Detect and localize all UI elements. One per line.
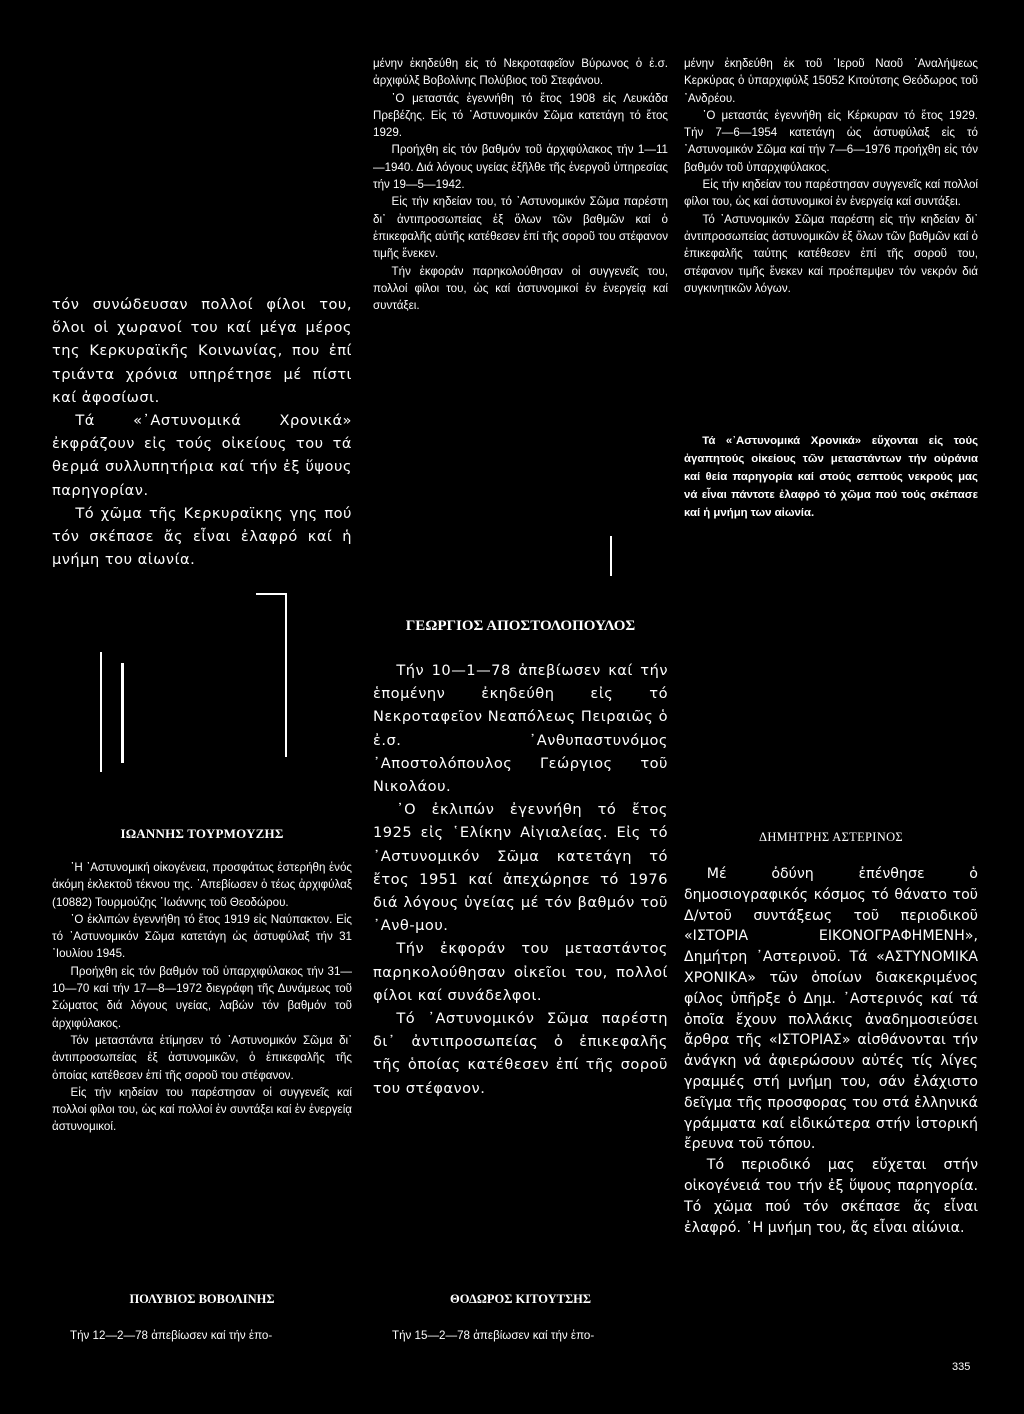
heading-tourmouzis: ΙΩΑΝΝΗΣ ΤΟΥΡΜΟΥΖΗΣ [120,826,284,841]
paragraph: Τό περιοδικό μας εὔχεται στήν οἰκογένειά του τήν ἐξ ὕψους παρηγορία. Τό χῶμα πού τόν σκέπασε ἄς εἶναι ἐλαφρό. ῾Η μνήμη του, ἄς εἶναι αἰώνια. [684,1157,978,1236]
paragraph: Προήχθη εἰς τόν βαθμόν τοῦ ἀρχιφύλακος τήν 1—11—1940. Διά λόγους υγείας ἐξῆλθε τῆς ἐνεργοῦ ὑπηρεσίας τήν 19—5—1942. [373,143,668,192]
paragraph: ᾿Ο μεταστάς ἐγεννήθη τό ἔτος 1908 εἰς Λευκάδα Πρεβέζης. Εἰς τό ᾿Αστυνομικόν Σῶμα κατετάγη τό ἔτος 1929. [373,91,668,140]
page-number: 335 [952,1361,971,1373]
paragraph: Μέ ὀδύνη ἐπένθησε ὁ δημοσιογραφικός κόσμος τό θάνατο τοῦ Δ/ντοῦ συντάξεως τοῦ περιοδικοῦ «ΙΣΤΟΡΙΑ ΕΙΚΟΝΟΓΡΑΦΗΜΕΝΗ», Δημήτρη ᾿Αστερινοῦ. Τά «ΑΣΤΥΝΟΜΙΚΑ ΧΡΟΝΙΚΑ» τῶν ὁποίων διακεκριμένος φίλος ὑπῆρξε ὁ Δημ. ᾿Αστερινός καί τά ὁποῖα ἔχουν πολλάκις ἀναδημοσιεύσει ἄρθρα τῆς «ΙΣΤΟΡΙΑΣ» αἰσθάνονται τήν ἀνάγκη νά ἀφιερώσουν αὐτές τίς λίγες γραμμές στή μνήμη του, σάν ἐλάχιστο δεῖγμα τῆς προσφορας του στά ἑλληνικά γράμματα καί εἰδικώτερα στήν ἱστορική ἔρευνα τοῦ τόπου. [684,866,978,1153]
tourmouzis-text [52,859,352,1136]
col3-top-text [684,55,978,297]
heading-apostolopoulos: ΓΕΩΡΓΙΟΣ ΑΠΟΣΤΟΛΟΠΟΥΛΟΣ [405,618,636,634]
heading-vovolinis: ΠΟΛΥΒΙΟΣ ΒΟΒΟΛΙΝΗΣ [129,1292,275,1306]
vertical-rule [285,593,287,757]
paragraph: Εἰς τήν κηδείαν του παρέστησαν συγγενεῖς καί πολλοί φίλοι του, ὡς καί ἀστυνομικοί ἐν ἐνεργείᾳ καί συντάξει. [684,178,978,209]
apostolopoulos-text [373,659,668,1100]
col3-bold-closing [684,433,978,523]
paragraph: Τόν μεταστάντα ἐτίμησεν τό ᾿Αστυνομικόν Σῶμα δι᾿ ἀντιπροσωπείας ἐξ ἀστυνομικῶν, ὁ ἐπικεφαλῆς τῆς ὁποίας κατέθεσεν ἐπί τῆς σοροῦ του στέφανον. [52,1033,352,1082]
paragraph: ῾Η ᾿Αστυνομική οἰκογένεια, προσφάτως ἐστερήθη ἑνός ἀκόμη ἐκλεκτοῦ τέκνου της. ᾿Απεβίωσεν ὁ τέως ἀρχιφύλαξ (10882) Τουρμούζης ᾿Ιωάννης τοῦ Θεοδώρου. [52,861,352,909]
asterinos-text [684,864,978,1238]
kitoutsis-first-line: Τήν 15—2—78 ἀπεβίωσεν καί τήν ἑπο- [392,1329,595,1342]
col1-top-text [52,293,352,571]
paragraph: Τήν ἐκφοράν του μεταστάντος παρηκολούθησαν οἰκεῖοι του, πολλοί φίλοι καί συνάδελφοι. [373,940,668,1004]
heading-kitoutsis: ΘΟΔΩΡΟΣ ΚΙΤΟΥΤΣΗΣ [449,1292,592,1306]
paragraph: Τήν 10—1—78 ἀπεβίωσεν καί τήν ἑπομένην ἐκηδεύθη εἰς τό Νεκροταφεῖον Νεαπόλεως Πειραιῶς ὁ ἐ.σ. ᾿Ανθυπαστυνόμος ᾿Αποστολόπουλος Γεώργιος τοῦ Νικολάου. [373,662,668,796]
paragraph: Τό ᾿Αστυνομικόν Σῶμα παρέστη δι᾿ ἀντιπροσωπείας ὁ ἐπικεφαλῆς τῆς ὁποίας κατέθεσεν ἐπί τῆς σοροῦ του στέφανον. [373,1010,668,1097]
paragraph: μένην ἐκηδεύθη ἐκ τοῦ ῾Ιεροῦ Ναοῦ ᾿Αναλήψεως Κερκύρας ὁ ὑπαρχιφύλξ 15052 Κιτούτσης Θεόδωρος τοῦ ᾿Ανδρέου. [684,57,978,105]
vertical-rule [121,663,124,763]
paragraph: Εἰς τήν κηδείαν του παρέστησαν οἱ συγγενεῖς καί πολλοί φίλοι του, ὡς καί πολλοί ἐν συντάξει καί ἐν ἐνεργείᾳ ἀστυνομικοί. [52,1085,352,1134]
vertical-rule [610,536,612,576]
paragraph: Τό ᾿Αστυνομικόν Σῶμα παρέστη εἰς τήν κηδείαν δι᾿ ἀντιπροσωπείας ἀστυνομικῶν ἐξ ὅλων τῶν βαθμῶν καί ὁ ἐπικεφαλῆς ταύτης κατέθεσεν ἐπί τῆς σοροῦ του, στέφανον τιμῆς ἕνεκεν καί προέπεμψεν τόν νεκρόν διά συγκινητικῶν λόγων. [684,212,978,295]
paragraph: ᾿Ο ἐκλιπών ἐγεννήθη τό ἔτος 1925 εἰς ῾Ελίκην Αἰγιαλείας. Εἰς τό ᾿Αστυνομικόν Σῶμα κατετάγη τό ἔτος 1951 καί ἀπεχώρησε τό 1976 διά λόγους ὑγείας μέ τόν βαθμόν τοῦ ᾿Ανθ-μου. [373,801,668,935]
col2-top-text [373,55,668,314]
paragraph: Προήχθη εἰς τόν βαθμόν τοῦ ὑπαρχιφύλακος τήν 31—10—70 καί τήν 17—8—1972 διεγράφη τῆς Δυνάμεως τοῦ Σώματος διά λόγους υγείας, λαβών τόν βαθμόν τοῦ ἀρχιφύλακος. [52,964,352,1030]
paragraph: Εἰς τήν κηδείαν του, τό ᾿Αστυνομικόν Σῶμα παρέστη δι᾿ ἀντιπροσωπείας ἐξ ὅλων τῶν βαθμῶν καί ὁ ἐπικεφαλῆς αὐτῆς κατέθεσεν ἐπί τῆς σοροῦ του στέφανον τιμῆς ἕνεκεν. [373,195,668,261]
paragraph: ᾿Ο μεταστάς ἐγεννήθη εἰς Κέρκυραν τό ἔτος 1929. Τήν 7—6—1954 κατετάγη ὡς ἀστυφύλαξ εἰς τό ᾿Αστυνομικόν Σῶμα καί τήν 7—6—1976 προήχθη εἰς τόν βαθμόν τοῦ ὑπαρχιφύλακος. [684,108,978,174]
paragraph: Τά «᾿Αστυνομικά Χρονικά» ἐκφράζουν εἰς τούς οἰκείους του τά θερμά συλλυπητήρια καί τήν ἐξ ὕψους παρηγορίαν. [52,412,352,499]
paragraph: Τήν ἐκφοράν παρηκολούθησαν οἱ συγγενεῖς του, πολλοί φίλοι του, ὡς καί ἀστυνομικοί ἐν ἐνεργείᾳ καί συντάξει. [373,264,668,313]
horizontal-rule [256,593,286,595]
vovolinis-first-line: Τήν 12—2—78 ἀπεβίωσεν καί τήν ἑπο- [70,1329,273,1342]
vertical-rule [100,652,102,772]
paragraph: Τό χῶμα τῆς Κερκυραϊκης γης πού τόν σκέπασε ἄς εἶναι ἐλαφρό καί ἡ μνήμη του αἰωνία. [52,504,352,569]
paragraph: ᾿Ο ἐκλιπών ἐγεννήθη τό ἔτος 1919 εἰς Ναύπακτον. Εἰς τό ᾿Αστυνομικόν Σῶμα κατετάγη ὡς ἀστυφύλαξ τήν 31 ᾿Ιουλίου 1945. [52,912,352,961]
paragraph: τόν συνώδευσαν πολλοί φίλοι του, ὅλοι οἱ χωρανοί του καί μέγα μέρος της Κερκυραϊκῆς Κοινωνίας, που ἐπί τριάντα χρόνια υπηρέτησε μέ πίστι καί ἀφοσίωσι. [52,296,352,406]
heading-asterinos: ΔΗΜΗΤΡΗΣ ΑΣΤΕΡΙΝΟΣ [759,830,903,844]
closing-paragraph: Τά «᾿Αστυνομικά Χρονικά» εὔχονται εἰς τούς ἀγαπητούς οἰκείους τῶν μεταστάντων τήν οὐράνια καί θεία παρηγορία καί στούς σεπτούς νεκρούς μας νά εἶναι πάντοτε ἐλαφρό τό χῶμα πού τούς σκέπασε καί ἡ μνήμη των αἰωνία. [684,435,978,519]
paragraph: μένην ἐκηδεύθη εἰς τό Νεκροταφεῖον Βύρωνος ὁ ἐ.σ. ἀρχιφύλξ Βοβολίνης Πολύβιος τοῦ Στεφάνου. [373,57,668,88]
